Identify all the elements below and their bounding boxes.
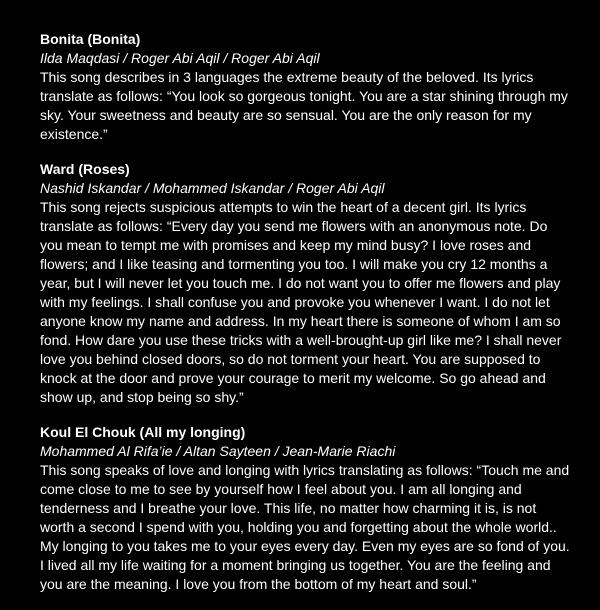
song-title: Bonita (Bonita) [40, 31, 141, 47]
song-description: This song describes in 3 languages the extreme beauty of the beloved. Its lyrics translate as follows: “You look so gorgeous tonight. You are a star shining through my sky. Your sweetness and beauty are so sensual. You are the only reason for my existence.” [40, 69, 568, 142]
liner-notes-page [40, 30, 580, 610]
song-credits: Ilda Maqdasi / Roger Abi Aqil / Roger Abi Aqil [40, 50, 320, 66]
song-entry-ward [40, 160, 580, 407]
song-entry-koul-el-chouk [40, 423, 580, 594]
song-entry-bonita [40, 30, 580, 144]
song-description: This song rejects suspicious attempts to win the heart of a decent girl. Its lyrics translate as follows: “Every day you send me flowers with an anonymous note. Do you mean to tempt me with promises and keep my mind busy? I love roses and flowers; and I like teasing and tormenting you too. I will make you cry 12 months a year, but I will never let you touch me. I do not want you to offer me flowers and play with my feelings. I shall confuse you and provoke you whenever I want. I do not let anyone know my name and address. In my heart there is someone of whom I am so fond. How dare you use these tricks with a well-brought-up girl like me? I shall never love you behind closed doors, so do not torment your heart. You are supposed to knock at the door and prove your courage to merit my welcome. So go ahead and show up, and stop being so shy.” [40, 199, 562, 405]
song-credits: Nashid Iskandar / Mohammed Iskandar / Roger Abi Aqil [40, 180, 385, 196]
song-title: Ward (Roses) [40, 161, 130, 177]
song-credits: Mohammed Al Rifa’ie / Altan Sayteen / Jean-Marie Riachi [40, 443, 396, 459]
song-description: This song speaks of love and longing with lyrics translating as follows: “Touch me and come close to me to see by yourself how I feel about you. I am all longing and tenderness and I breathe your love. This life, no matter how charming it is, is not worth a second I spend with you, holding you and forgetting about the whole world.. My longing to you takes me to your eyes every day. Even my eyes are so fond of you. I lived all my life waiting for a moment bringing us together. You are the feeling and you are the meaning. I love you from the bottom of my heart and soul.” [40, 462, 570, 592]
song-title: Koul El Chouk (All my longing) [40, 424, 246, 440]
